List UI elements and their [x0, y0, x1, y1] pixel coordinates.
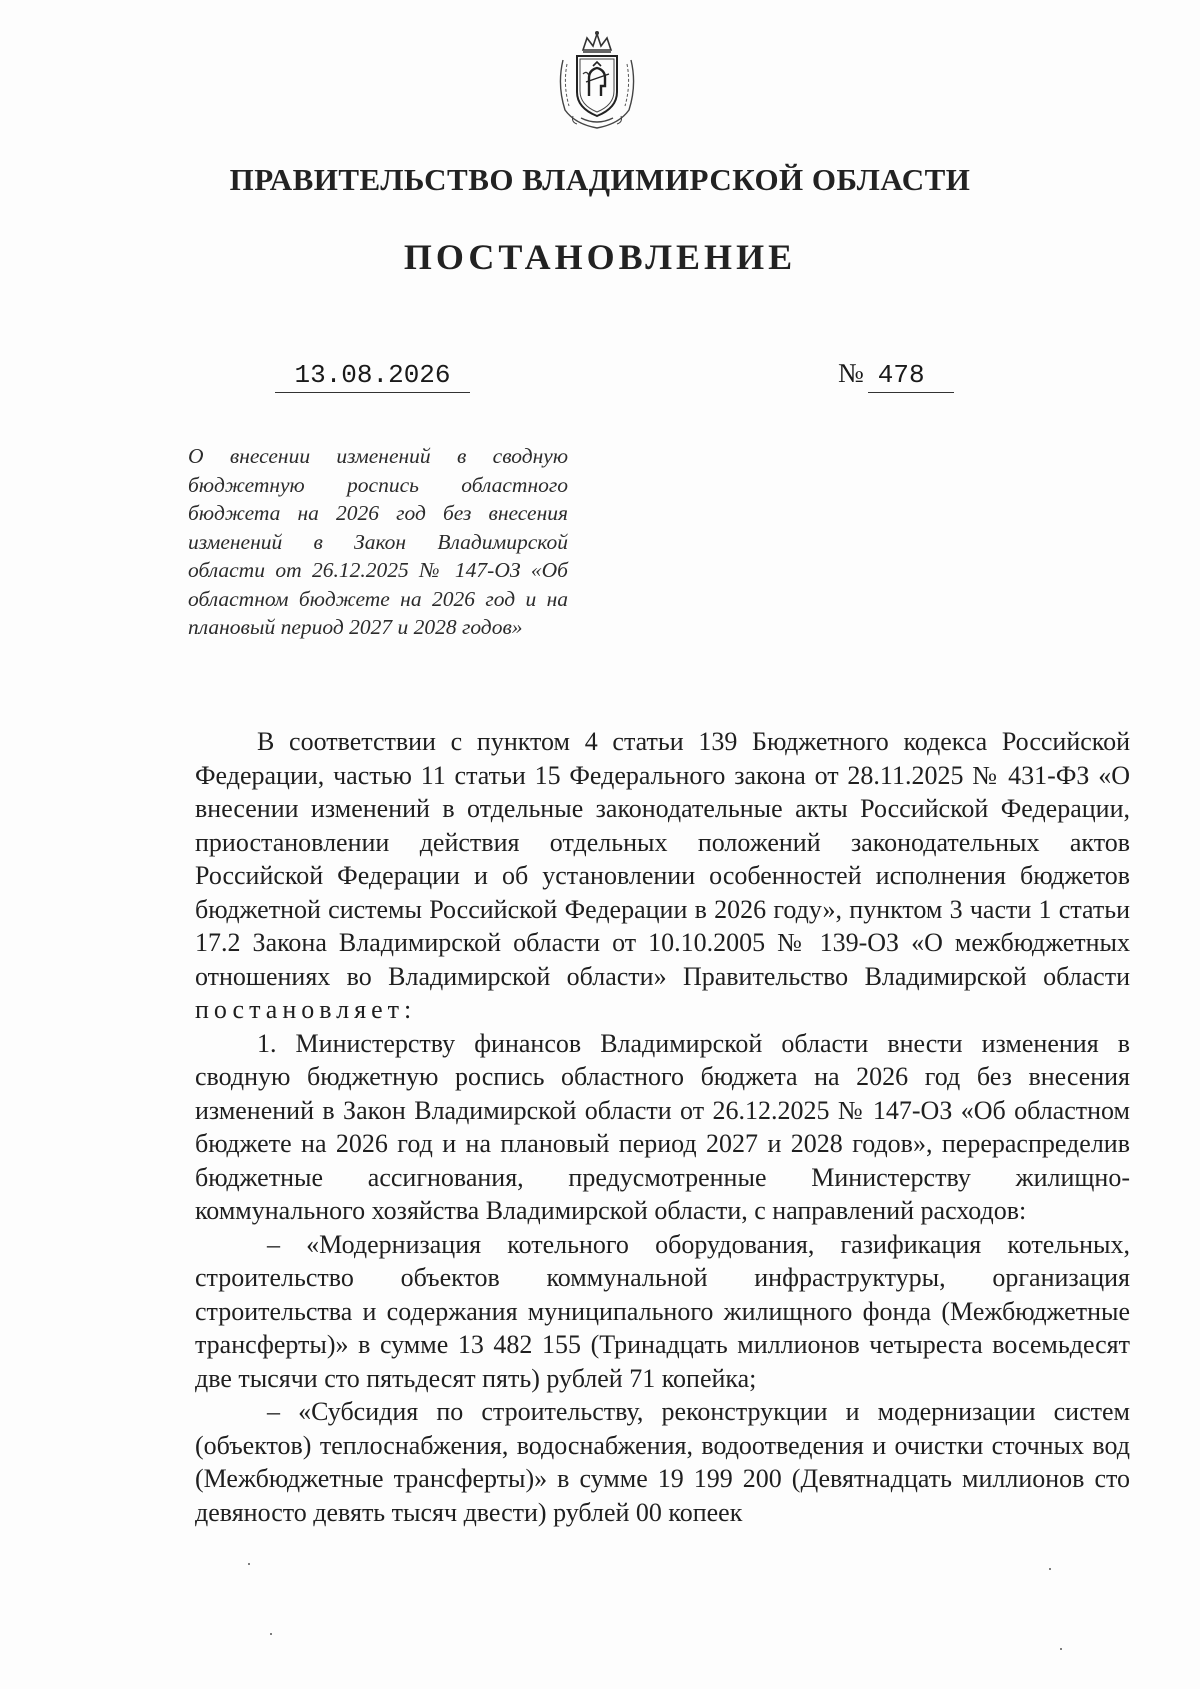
preamble-text: В соответствии с пунктом 4 статьи 139 Бюджетного кодекса Российской Федерации, частью 11 статьи 15 Федерального закона от 28.11.2025 № 431-ФЗ «О внесении изменений в отдельные законодательные акты Российской Федерации, приостановлении действия отдельных положений законодательных актов Российской Федерации и об установлении особенностей исполнения бюджетов бюджетной системы Российской Федерации в 2026 году», пунктом 3 части 1 статьи 17.2 Закона Владимирской области от 10.10.2005 № 139-ОЗ «О межбюджетных отношениях во Владимирской области» Правительство Владимирской области: [195, 727, 1130, 991]
document-body: [195, 725, 1130, 1529]
number-value: 478: [868, 360, 954, 393]
preamble-paragraph: [195, 725, 1130, 1027]
item-1-paragraph: 1. Министерству финансов Владимирской области внести изменения в сводную бюджетную роспись областного бюджета на 2026 год без внесения изменений в Закон Владимирской области от 26.12.2025 № 147-ОЗ «Об областном бюджете на 2026 год и на плановый период 2027 и 2028 годов», перераспределив бюджетные ассигнования, предусмотренные Министерству жилищно-коммунального хозяйства Владимирской области, с направлений расходов:: [195, 1028, 1130, 1225]
document-subject: О внесении изменений в сводную бюджетную роспись областного бюджета на 2026 год без внесения изменений в Закон Владимирской области от 26.12.2025 № 147-ОЗ «Об областном бюджете на 2026 год и на плановый период 2027 и 2028 годов»: [188, 444, 568, 639]
document-number: [838, 358, 954, 393]
number-sign: №: [838, 358, 864, 388]
government-title: ПРАВИТЕЛЬСТВО ВЛАДИМИРСКОЙ ОБЛАСТИ: [229, 162, 971, 197]
coat-of-arms-icon: [553, 30, 641, 130]
resolves-word: постановляет:: [195, 995, 417, 1024]
document-type-title: ПОСТАНОВЛЕНИЕ: [403, 237, 797, 277]
bullet-2-paragraph: – «Субсидия по строительству, реконструкции и модернизации систем (объектов) теплоснабжения, водоснабжения, водоотведения и очистки сточных вод (Межбюджетные трансферты)» в сумме 19 199 200 (Девятнадцать миллионов сто девяносто девять тысяч двести) рублей 00 копеек: [195, 1397, 1130, 1527]
bullet-1-paragraph: – «Модернизация котельного оборудования, газификация котельных, строительство объектов коммунальной инфраструктуры, организация строительства и содержания муниципального жилищного фонда (Межбюджетные трансферты)» в сумме 13 482 155 (Тринадцать миллионов четыреста восемьдесят две тысячи сто пятьдесят пять) рублей 71 копейка;: [195, 1229, 1130, 1393]
document-date: 13.08.2026: [275, 360, 470, 393]
